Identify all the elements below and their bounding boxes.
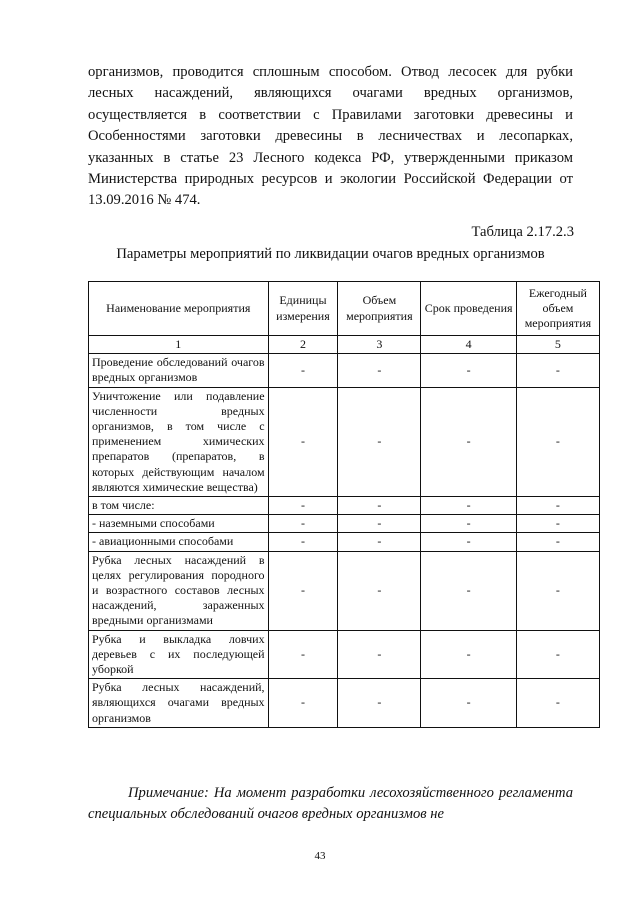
- annual-volume-cell: -: [516, 679, 599, 728]
- term-cell: -: [421, 679, 516, 728]
- table-row: [89, 387, 600, 496]
- units-cell: -: [268, 551, 338, 630]
- annual-volume-cell: -: [516, 354, 599, 387]
- table-header-row: [89, 282, 600, 336]
- header-activity-name: Наименование мероприятия: [89, 282, 269, 336]
- activity-name: Рубка лесных насаждений в целях регулирования породного и возрастного составов лесных насаждений, зараженных вредными организмами: [89, 551, 269, 630]
- annual-volume-cell: -: [516, 515, 599, 533]
- column-number: 1: [89, 336, 269, 354]
- term-cell: -: [421, 497, 516, 515]
- intro-paragraph: [88, 62, 573, 212]
- activity-name: - наземными способами: [89, 515, 269, 533]
- term-cell: -: [421, 630, 516, 679]
- annual-volume-cell: -: [516, 630, 599, 679]
- page-number: 43: [314, 850, 326, 862]
- column-number: 2: [268, 336, 338, 354]
- table-caption: Параметры мероприятий по ликвидации очагов вредных организмов: [116, 246, 545, 262]
- table-row: [89, 497, 600, 515]
- annual-volume-cell: -: [516, 497, 599, 515]
- column-number: 4: [421, 336, 516, 354]
- table-row: [89, 515, 600, 533]
- term-cell: -: [421, 515, 516, 533]
- note-text: Примечание: На момент разработки лесохозяйственного регламента специальных обследований очагов вредных организмов не: [88, 785, 573, 822]
- volume-cell: -: [338, 551, 421, 630]
- table-row: [89, 551, 600, 630]
- units-cell: -: [268, 679, 338, 728]
- header-term: Срок проведения: [421, 282, 516, 336]
- annual-volume-cell: -: [516, 387, 599, 496]
- intro-text: организмов, проводится сплошным способом. Отвод лесосек для рубки лесных насаждений, являющихся очагами вредных организмов, осуществляется в соответствии с Правилами заготовки древесины и Особенностями заготовки древесины в лесничествах и лесопарках, указанных в статье 23 Лесного кодекса РФ, утвержденными приказом Министерства природных ресурсов и экологии Российской Федерации от 13.09.2016 № 474.: [88, 64, 573, 209]
- annual-volume-cell: -: [516, 551, 599, 630]
- units-cell: -: [268, 354, 338, 387]
- annual-volume-cell: -: [516, 533, 599, 551]
- table-row: [89, 630, 600, 679]
- term-cell: -: [421, 387, 516, 496]
- volume-cell: -: [338, 515, 421, 533]
- table-row: [89, 533, 600, 551]
- activity-name: - авиационными способами: [89, 533, 269, 551]
- volume-cell: -: [338, 533, 421, 551]
- volume-cell: -: [338, 497, 421, 515]
- table-row: [89, 354, 600, 387]
- units-cell: -: [268, 630, 338, 679]
- column-number-row: [89, 336, 600, 354]
- term-cell: -: [421, 354, 516, 387]
- activity-name: Проведение обследований очагов вредных организмов: [89, 354, 269, 387]
- volume-cell: -: [338, 630, 421, 679]
- units-cell: -: [268, 533, 338, 551]
- volume-cell: -: [338, 354, 421, 387]
- header-volume: Объем мероприятия: [338, 282, 421, 336]
- activity-name: Рубка лесных насаждений, являющихся очагами вредных организмов: [89, 679, 269, 728]
- term-cell: -: [421, 533, 516, 551]
- units-cell: -: [268, 515, 338, 533]
- volume-cell: -: [338, 679, 421, 728]
- table-number: Таблица 2.17.2.3: [471, 224, 574, 240]
- note-paragraph: [88, 783, 573, 825]
- activity-name: в том числе:: [89, 497, 269, 515]
- header-units: Единицы измерения: [268, 282, 338, 336]
- parameters-table: [88, 281, 600, 728]
- header-annual-volume: Ежегодный объем мероприятия: [516, 282, 599, 336]
- activity-name: Уничтожение или подавление численности вредных организмов, в том числе с применением химических препаратов (препаратов, в которых действующим началом являются химические вещества): [89, 387, 269, 496]
- activity-name: Рубка и выкладка ловчих деревьев с их последующей уборкой: [89, 630, 269, 679]
- volume-cell: -: [338, 387, 421, 496]
- units-cell: -: [268, 497, 338, 515]
- column-number: 5: [516, 336, 599, 354]
- column-number: 3: [338, 336, 421, 354]
- table-row: [89, 679, 600, 728]
- units-cell: -: [268, 387, 338, 496]
- term-cell: -: [421, 551, 516, 630]
